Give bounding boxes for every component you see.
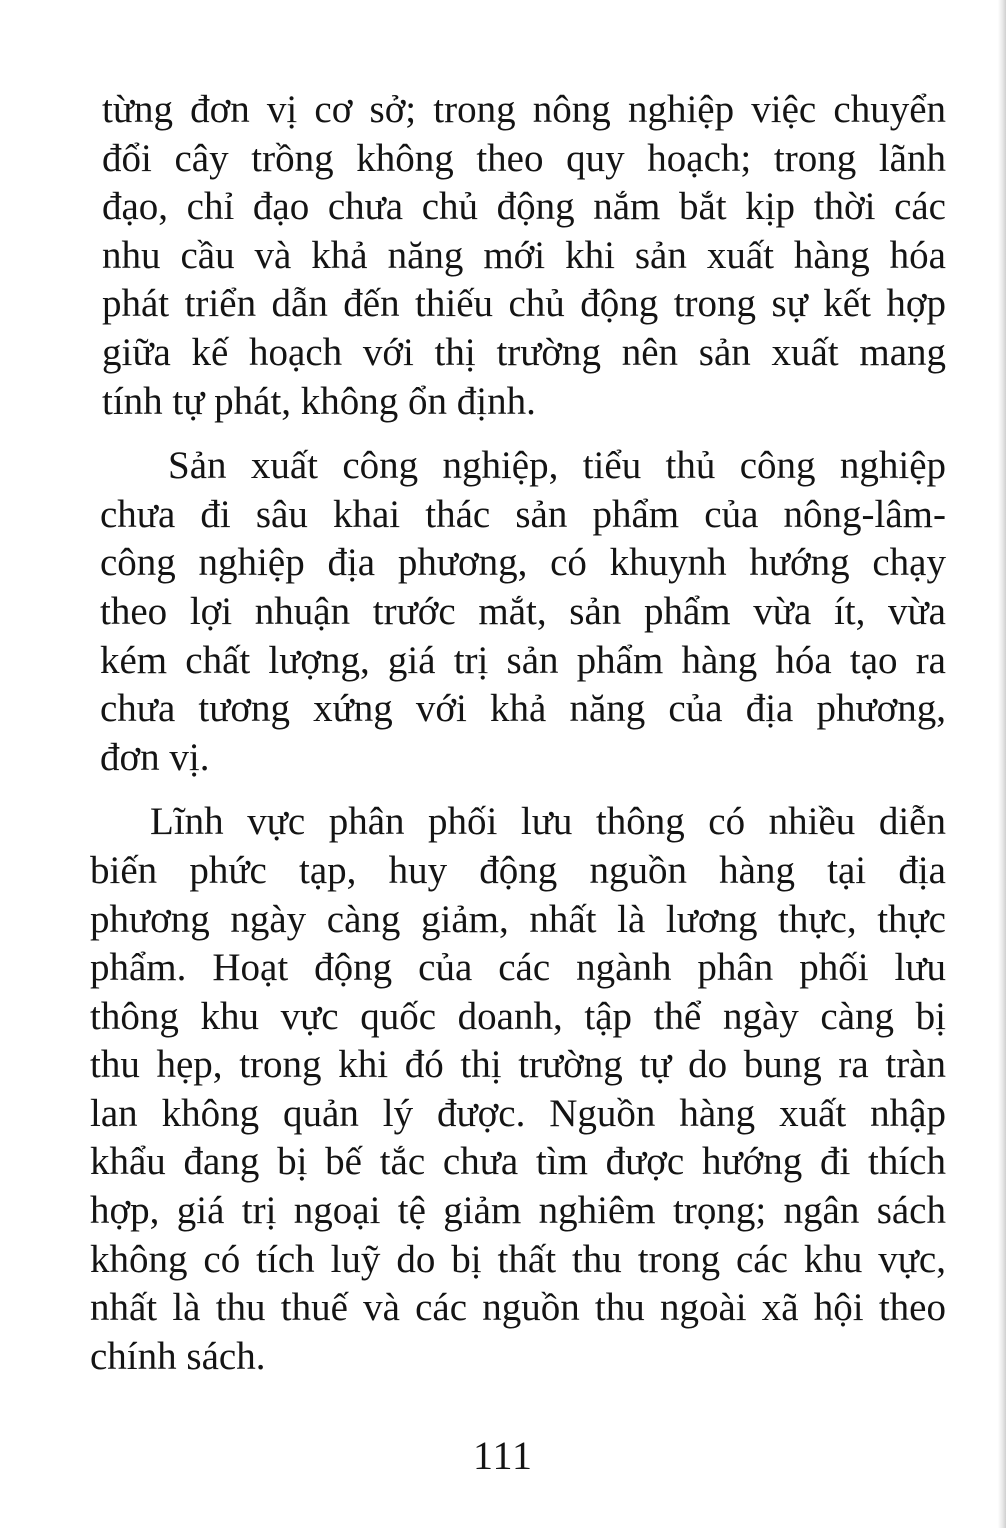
- text-line: không có tích luỹ do bị thất thu trong các khu vực,: [90, 1237, 946, 1281]
- text-line: chưa đi sâu khai thác sản phẩm của nông-lâm-: [100, 492, 946, 536]
- text-line: nhu cầu và khả năng mới khi sản xuất hàng hóa: [102, 233, 946, 277]
- paragraph-1: [90, 86, 946, 426]
- text-line: thu hẹp, trong khi đó thị trường tự do bung ra tràn: [90, 1043, 946, 1087]
- text-line: đơn vị.: [100, 735, 210, 779]
- paragraph-3: [90, 798, 946, 1381]
- text-line: khẩu đang bị bế tắc chưa tìm được hướng đi thích: [90, 1140, 946, 1184]
- paragraph-2: [90, 442, 946, 782]
- text-line: thông khu vực quốc doanh, tập thể ngày càng bị: [90, 994, 946, 1038]
- text-line: biến phức tạp, huy động nguồn hàng tại địa: [90, 848, 946, 892]
- text-line: lan không quản lý được. Nguồn hàng xuất nhập: [90, 1091, 946, 1135]
- text-line: chưa tương xứng với khả năng của địa phương,: [100, 687, 946, 731]
- text-line: phát triển dẫn đến thiếu chủ động trong sự kết hợp: [102, 282, 946, 326]
- text-line: đổi cây trồng không theo quy hoạch; trong lãnh: [102, 136, 946, 180]
- text-line: kém chất lượng, giá trị sản phẩm hàng hóa tạo ra: [100, 638, 946, 682]
- text-line: phẩm. Hoạt động của các ngành phân phối lưu: [90, 946, 946, 990]
- text-line: tính tự phát, không ổn định.: [102, 379, 536, 423]
- text-line: nhất là thu thuế và các nguồn thu ngoài xã hội theo: [90, 1286, 946, 1330]
- text-line: chính sách.: [90, 1334, 266, 1378]
- page-number: 111: [472, 1433, 534, 1478]
- text-line: phương ngày càng giảm, nhất là lương thực, thực: [90, 897, 946, 941]
- text-line: hợp, giá trị ngoại tệ giảm nghiêm trọng; ngân sách: [90, 1189, 946, 1233]
- text-line: theo lợi nhuận trước mắt, sản phẩm vừa ít, vừa: [100, 589, 946, 633]
- text-line: đạo, chỉ đạo chưa chủ động nắm bắt kịp thời các: [102, 185, 946, 229]
- text-line: giữa kế hoạch với thị trường nên sản xuất mang: [102, 330, 946, 374]
- text-line: công nghiệp địa phương, có khuynh hướng chạy: [100, 541, 946, 585]
- text-line: Sản xuất công nghiệp, tiểu thủ công nghiệp: [168, 444, 946, 488]
- body-text: [90, 86, 946, 1381]
- text-line: Lĩnh vực phân phối lưu thông có nhiều diễn: [150, 800, 946, 844]
- text-line: từng đơn vị cơ sở; trong nông nghiệp việc chuyển: [102, 88, 946, 131]
- page-edge-shadow: [998, 0, 1006, 1528]
